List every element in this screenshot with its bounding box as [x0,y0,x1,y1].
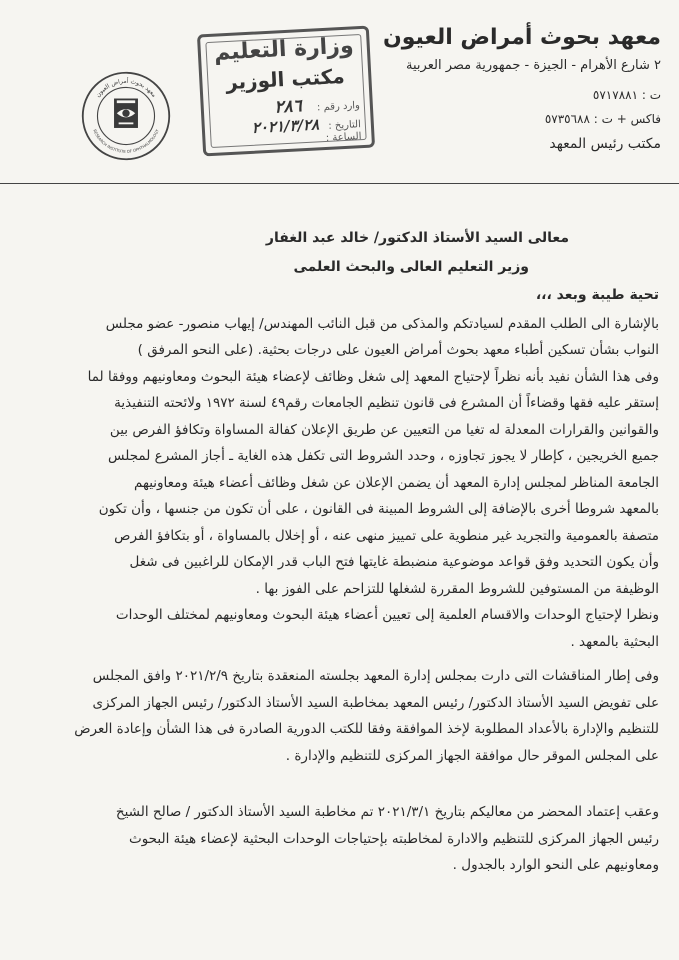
paragraph-line: البحثية بالمعهد . [570,633,659,650]
paragraph-line: وعقب إعتماد المحضر من معاليكم بتاريخ ٢٠٢١/٣/١ تم مخاطبة السيد الأستاذ الدكتور / صالح الشيخ [115,804,659,820]
header-divider [0,183,679,184]
logo-english-text: RESEARCH INSTITUTE OF OPHTHALMOLOGY [92,128,160,154]
paragraph-line: الجامعة المناظر لمجلس إدارة المعهد أن يضمن الإعلان عن شغل وظائف أعضاء هيئة ومعاونيهم [133,474,659,491]
stamp-number-label: وارد رقم : [316,100,361,114]
letter-body [30,225,659,879]
paragraph-line: بالإشارة الى الطلب المقدم لسيادتكم والمذكى من قبل النائب المهندس/ إيهاب منصور- عضو مجلس [105,315,659,332]
paragraph-line: على تفويض السيد الأستاذ الدكتور/ رئيس المعهد بمخاطبة السيد الأستاذ الدكتور/ رئيس الجهاز المركزى [92,694,659,711]
paragraph-line: وفى إطار المناقشات التى دارت بمجلس إدارة المعهد بجلسته المنعقدة بتاريخ ٢٠٢١/٢/٩ وافق المجلس [92,668,659,684]
paragraph-2 [30,364,659,603]
institute-name: معهد بحوث أمراض العيون [382,25,661,50]
stamp-office: مكتب الوزير [225,63,346,95]
letterhead [361,22,661,154]
paragraph-line: متصفة بالعمومية والتجريد غير منطوية على تمييز منهى عنه ، أو إخلال بالمساواة ، أو بتكافؤ الفرص [114,527,659,544]
recipient-name: معالى السيد الأستاذ الدكتور/ خالد عبد الغفار [265,230,569,246]
institute-fax: فاكس + ت : ٥٧٣٥٦٨٨ [544,112,661,126]
stamp-ministry: وزارة التعليم [213,33,355,66]
paragraph-line: والقوانين والقرارات المعدلة له تغيا من التعيين عن طريق الإعلان كفالة المساواة وتكافؤ الفرص بين [109,421,659,438]
stamp-time-label: الساعة : [325,131,362,144]
paragraph-line: ونظرا لإحتياج الوحدات والاقسام العلمية إلى تعيين أعضاء هيئة البحوث ومعاونيهم لمختلف الوحدات [115,607,659,623]
stamp-date-value: ٢٠٢١/٣/٢٨ [251,115,320,137]
paragraph-line: النواب بشأن تسكين أطباء معهد بحوث أمراض العيون على درجات بحثية. (على النحو المرفق ) [137,342,659,358]
logo-arabic-text: معهد بحوث أمراض العيون [94,77,158,99]
institute-office: مكتب رئيس المعهد [549,136,661,152]
paragraph-5 [30,799,659,879]
stamp-date-label: التاريخ : [328,119,362,132]
paragraph-line: رئيس الجهاز المركزى للتنظيم والادارة لمخاطبته بإحتياجات الوحدات البحثية لإعضاء هيئة البحوث [129,830,659,847]
institute-logo [80,70,172,162]
paragraph-line: إستقر عليه فقها وقضاءاً أن المشرع فى قانون تنظيم الجامعات رقم٤٩ لسنة ١٩٧٢ ولائحته التنفيذية [114,395,659,411]
institute-phone: ت : ٥٧١٧٨٨١ [592,88,661,102]
greeting: تحية طيبة وبعد ،،، [535,287,659,303]
paragraph-line: جميع الخريجين ، كإطار لا يجوز تجاوزه ، وحدد الشروط التى تكفل هذه الغاية ـ أجاز المشرع لمجلس [108,448,659,464]
paragraph-1 [30,311,659,364]
paragraph-line: وفى هذا الشأن نفيد بأنه نظراً لإحتياج المعهد إلى شغل وظائف لإعضاء هيئة البحوث ومعاونيهم ووفقا لما [87,368,659,385]
paragraph-3 [30,602,659,655]
stamp-number-value: ٢٨٦ [273,96,303,118]
incoming-stamp [197,26,375,157]
paragraph-4 [30,663,659,769]
paragraph-line: على المجلس الموقر حال موافقة الجهاز المركزى للتنظيم والإدارة . [285,747,659,764]
paragraph-line: وأن يكون التحديد وفق قواعد موضوعية منضبطة غايتها فتح الباب قدر الإمكان للراغبين فى شغل [129,554,659,570]
institute-address: ٢ شارع الأهرام - الجيزة - جمهورية مصر العربية [406,58,661,73]
paragraph-line: للتنظيم والإدارة بالأعداد المطلوبة لإخذ الموافقة وفقا للكتب الدورية الصادرة فى هذا الشأن وإعادة العرض [74,721,659,737]
paragraph-line: الوظيفة من المستوفين للشروط المقررة لشغلها للتزاحم على الفوز بها . [255,580,659,597]
recipient-title: وزير التعليم العالى والبحث العلمى [293,258,529,275]
paragraph-line: ومعاونيهم على النحو الوارد بالجدول . [452,857,659,873]
paragraph-line: بالمعهد شروطا أخرى بالإضافة إلى الشروط المبينة فى القانون ، على أن تكون من جنسها ، وأن تكون [98,501,659,517]
